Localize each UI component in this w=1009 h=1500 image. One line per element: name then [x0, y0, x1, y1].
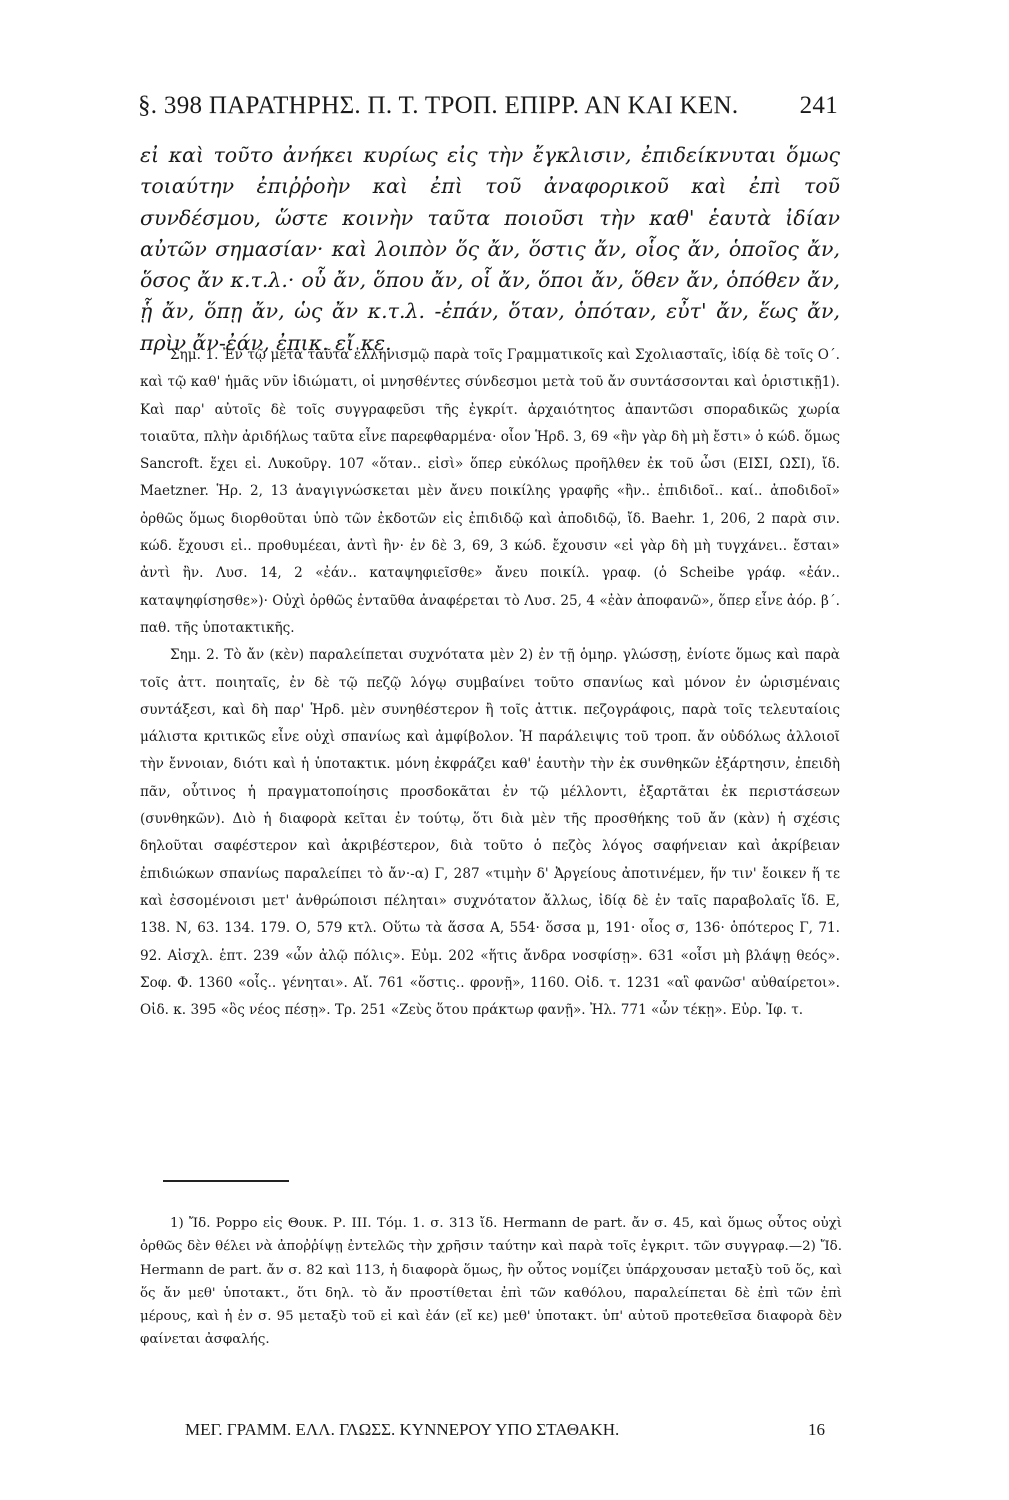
note-1: Σημ. 1. Ἐν τῷ μετὰ ταῦτα ἑλληνισμῷ παρὰ τοῖς Γραμματικοῖς καὶ Σχολιασταῖς, ἰδίᾳ δὲ τοῖς Ο΄. καὶ τῷ καθ' ἡμᾶς νῦν ἰδιώματι, οἱ μνησθέντες σύνδεσμοι μετὰ τοῦ ἄν συντάσσονται καὶ ὁριστικῇ1). Καὶ παρ' αὐτοῖς δὲ τοῖς συγγραφεῦσι τῆς ἐγκρίτ. ἀρχαιότητος ἀπαντῶσι σποραδικῶς χωρία τοιαῦτα, πλὴν ἀριδήλως ταῦτα εἶνε παρεφθαρμένα· οἷον Ἡρδ. 3, 69 «ἢν γὰρ δὴ μὴ ἔστι» ὁ κώδ. ὅμως Sancroft. ἔχει εἰ. Λυκοῦργ. 107 «ὅταν.. εἰσὶ» ὅπερ εὐκόλως προῆλθεν ἐκ τοῦ ὦσι (ΕΙΣΙ, ΩΣΙ), ἴδ. Maetzner. Ἡρ. 2, 13 ἀναγιγνώσκεται μὲν ἄνευ ποικίλης γραφῆς «ἢν.. ἐπιδιδοῖ.. καί.. ἀποδιδοῖ» ὀρθῶς ὅμως διορθοῦται ὑπὸ τῶν ἐκδοτῶν εἰς ἐπιδιδῷ καὶ ἀποδιδῷ, ἴδ. Baehr. 1, 206, 2 παρὰ σιν. κώδ. ἔχουσι εἰ.. προθυμέεαι, ἀντὶ ἢν· ἐν δὲ 3, 69, 3 κώδ. ἔχουσιν «εἰ γὰρ δὴ μὴ τυγχάνει.. ἔσται» ἀντὶ ἢν. Λυσ. 14, 2 «ἐάν.. καταψηφιεῖσθε» ἄνευ ποικίλ. γραφ. (ὁ Scheibe γράφ. «ἐάν.. καταψηφίσησθε»)· Οὐχὶ ὀρθῶς ἐνταῦθα ἀναφέρεται τὸ Λυσ. 25, 4 «ἐὰν ἀποφανῶ», ὅπερ εἶνε ἀόρ. β΄. παθ. τῆς ὑποτακτικῆς.	[140, 347, 840, 636]
page-footer	[185, 1420, 825, 1440]
notes-section	[140, 342, 840, 1024]
main-paragraph: εἰ καὶ τοῦτο ἀνήκει κυρίως εἰς τὴν ἔγκλισιν, ἐπιδείκνυται ὅμως τοιαύτην ἐπιῤῥοὴν καὶ ἐπὶ τοῦ ἀναφορικοῦ καὶ ἐπὶ τοῦ συνδέσμου, ὥστε κοινὴν ταῦτα ποιοῦσι τὴν καθ' ἑαυτὰ ἰδίαν αὐτῶν σημασίαν· καὶ λοιπὸν ὅς ἄν, ὅστις ἄν, οἷος ἄν, ὁποῖος ἄν, ὅσος ἄν κ.τ.λ.· οὗ ἄν, ὅπου ἄν, οἷ ἄν, ὅποι ἄν, ὅθεν ἄν, ὁπόθεν ἄν, ᾗ ἄν, ὅπῃ ἄν, ὡς ἄν κ.τ.λ. -ἐπάν, ὅταν, ὁπόταν, εὖτ' ἄν, ἕως ἄν, πρὶν ἄν-ἐάν, ἐπικ. εἴ κε.	[140, 143, 840, 355]
footnote-block	[140, 1212, 842, 1352]
running-header	[138, 92, 838, 120]
note-2: Σημ. 2. Τὸ ἄν (κὲν) παραλείπεται συχνότατα μὲν 2) ἐν τῇ ὁμηρ. γλώσσῃ, ἐνίοτε ὅμως καὶ παρὰ τοῖς ἀττ. ποιηταῖς, ἐν δὲ τῷ πεζῷ λόγῳ συμβαίνει τοῦτο σπανίως καὶ μόνον ἐν ὡρισμέναις συντάξεσι, καὶ δὴ παρ' Ἡρδ. μὲν συνηθέστερον ἢ τοῖς ἀττικ. πεζογράφοις, παρὰ τοῖς τελευταίοις μάλιστα κριτικῶς εἶνε οὐχὶ σπανίως καὶ ἀμφίβολον. Ἡ παράλειψις τοῦ τροπ. ἄν οὐδόλως ἀλλοιοῖ τὴν ἔννοιαν, διότι καὶ ἡ ὑποτακτικ. μόνη ἐκφράζει καθ' ἑαυτὴν τὴν ἐκ συνθηκῶν ἐξάρτησιν, ἐπειδὴ πᾶν, οὗτινος ἡ πραγματοποίησις προσδοκᾶται ἐν τῷ μέλλοντι, ἐξαρτᾶται ἐκ περιστάσεων (συνθηκῶν). Διὸ ἡ διαφορὰ κεῖται ἐν τούτῳ, ὅτι διὰ μὲν τῆς προσθήκης τοῦ ἄν (κὰν) ἡ σχέσις δηλοῦται σαφέστερον καὶ ἀκριβέστερον, διὰ τοῦτο ὁ πεζὸς λόγος σαφήνειαν καὶ ἀκρίβειαν ἐπιδιώκων σπανίως παραλείπει τὸ ἄν·-α) Γ, 287 «τιμὴν δ' Ἀργείους ἀποτινέμεν, ἥν τιν' ἔοικεν ἥ τε καὶ ἐσσομένοισι μετ' ἀνθρώποισι πέληται» συχνότατον ἄλλως, ἰδίᾳ δὲ ἐν ταῖς παραβολαῖς ἴδ. Ε, 138. Ν, 63. 134. 179. Ο, 579 κτλ. Οὕτω τὰ ἅσσα Α, 554· ὅσσα μ, 191· οἷος σ, 136· ὁπότερος Γ, 71. 92. Αἰσχλ. ἑπτ. 239 «ὧν ἀλῷ πόλις». Εὐμ. 202 «ἥτις ἄνδρα νοσφίσῃ». 631 «οἷσι μὴ βλάψῃ θεός». Σοφ. Φ. 1360 «οἷς.. γένηται». Αἴ. 761 «ὅστις.. φρονῇ», 1160. Οἰδ. τ. 1231 «αἳ φανῶσ' αὐθαίρετοι». Οἰδ. κ. 395 «ὃς νέος πέσῃ». Τρ. 251 «Ζεὺς ὅτου πράκτωρ φανῇ». Ἠλ. 771 «ὧν τέκῃ». Εὐρ. Ἰφ. τ.	[140, 647, 840, 1019]
signature-mark: 16	[808, 1420, 825, 1439]
footnote-text: 1) Ἴδ. Poppo εἰς Θουκ. Ρ. III. Τόμ. 1. σ. 313 ἴδ. Hermann de part. ἄν σ. 45, καὶ ὅμως οὗτος οὐχὶ ὀρθῶς δὲν θέλει νὰ ἀποῤῥίψῃ ἐντελῶς τὴν χρῆσιν ταύτην καὶ παρὰ τοῖς ἐγκριτ. τῶν συγγραφ.—2) Ἴδ. Hermann de part. ἄν σ. 82 καὶ 113, ἡ διαφορὰ ὅμως, ἣν οὗτος νομίζει ὑπάρχουσαν μεταξὺ τοῦ ὅς, καὶ ὅς ἄν μεθ' ὑποτακτ., ὅτι δηλ. τὸ ἄν προστίθεται ἐπὶ τῶν καθόλου, παραλείπεται δὲ ἐπὶ τῶν ἐπὶ μέρους, καὶ ἡ ἐν σ. 95 μεταξὺ τοῦ εἰ καὶ ἐάν (εἴ κε) μεθ' ὑποτακτ. ὑπ' αὐτοῦ προτεθεῖσα διαφορὰ δὲν φαίνεται ἀσφαλής.	[140, 1216, 842, 1348]
main-text-block	[140, 140, 840, 359]
footnote-separator-rule	[163, 1180, 289, 1182]
page-number: 241	[799, 92, 838, 119]
book-title: ΜΕΓ. ΓΡΑΜΜ. ΕΛΛ. ΓΛΩΣΣ. ΚΥΝΝΕΡΟΥ ΥΠΟ ΣΤΑΘΑΚΗ.	[185, 1420, 620, 1439]
section-title: §. 398 ΠΑΡΑΤΗΡΗΣ. Π. Τ. ΤΡΟΠ. ΕΠΙΡΡ. ΑΝ ΚΑΙ ΚΕΝ.	[138, 92, 739, 119]
